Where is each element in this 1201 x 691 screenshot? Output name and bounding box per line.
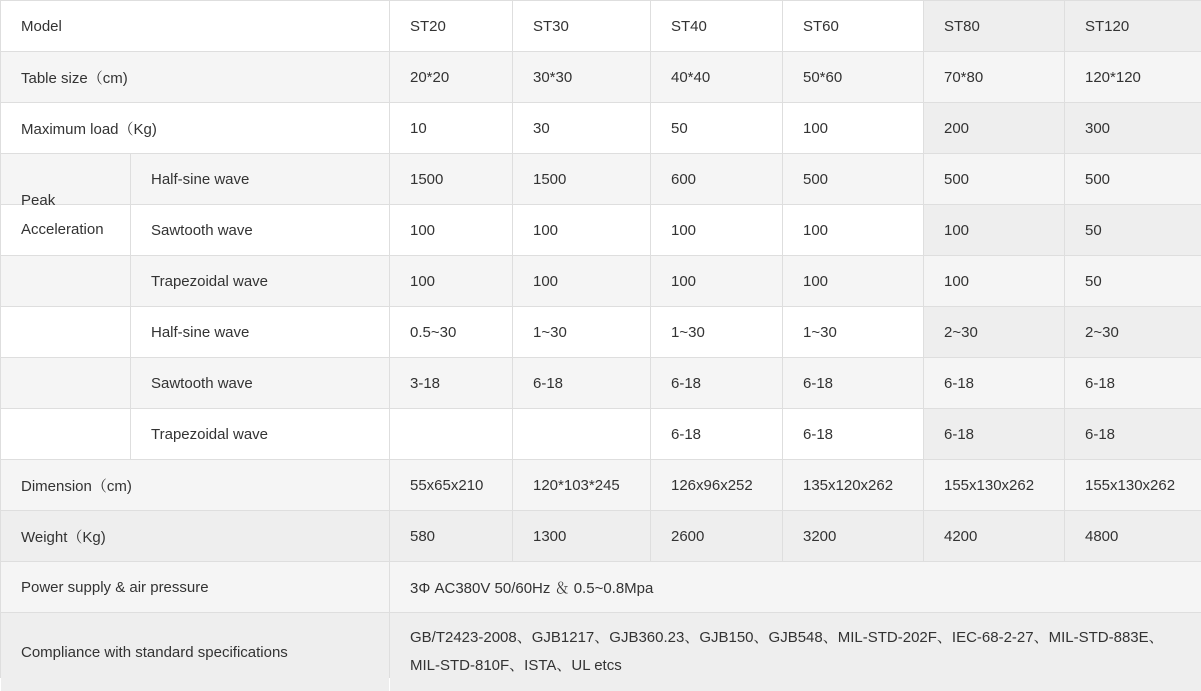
peak-cell: 100 xyxy=(924,256,1064,306)
duration-cell: 6-18 xyxy=(924,409,1064,459)
duration-label-bg xyxy=(1,409,130,459)
table-size-cell: 70*80 xyxy=(924,52,1064,102)
peak-cell: 100 xyxy=(783,205,923,255)
dimension-cell: 126x96x252 xyxy=(651,460,782,510)
peak-label-line: Acceleration xyxy=(21,221,104,238)
weight-cell: 4800 xyxy=(1065,511,1201,561)
dimension-cell: 120*103*245 xyxy=(513,460,650,510)
peak-cell: 500 xyxy=(783,154,923,204)
duration-cell: 6-18 xyxy=(1065,358,1201,408)
weight-cell: 2600 xyxy=(651,511,782,561)
duration-cell: 6-18 xyxy=(783,409,923,459)
max-load-cell: 30 xyxy=(513,103,650,153)
weight-cell: 3200 xyxy=(783,511,923,561)
duration-label-bg xyxy=(1,307,130,357)
duration-cell xyxy=(390,409,512,459)
peak-label-line: Peak xyxy=(21,192,56,209)
table-size-cell: 30*30 xyxy=(513,52,650,102)
dimension-label: Dimension（cm) xyxy=(1,460,389,510)
peak-cell: 50 xyxy=(1065,256,1201,306)
model-st120: ST120 xyxy=(1065,1,1201,51)
model-st40: ST40 xyxy=(651,1,782,51)
duration-cell: 1~30 xyxy=(513,307,650,357)
model-header: Model xyxy=(1,1,389,51)
duration-cell: 3-18 xyxy=(390,358,512,408)
weight-cell: 580 xyxy=(390,511,512,561)
table-size-label: Table size（cm) xyxy=(1,52,389,102)
peak-label-bg xyxy=(1,256,130,306)
peak-cell: 1500 xyxy=(390,154,512,204)
max-load-cell: 10 xyxy=(390,103,512,153)
model-st30: ST30 xyxy=(513,1,650,51)
max-load-label: Maximum load（Kg) xyxy=(1,103,389,153)
duration-cell: 6-18 xyxy=(651,358,782,408)
compliance-label: Compliance with standard specifications xyxy=(1,613,389,691)
peak-cell: 50 xyxy=(1065,205,1201,255)
wave-label: Sawtooth wave xyxy=(131,205,389,255)
power-supply-value: 3Φ AC380V 50/60Hz ＆ 0.5~0.8Mpa xyxy=(390,562,1201,612)
peak-cell: 100 xyxy=(513,256,650,306)
model-st20: ST20 xyxy=(390,1,512,51)
duration-cell: 1~30 xyxy=(651,307,782,357)
weight-cell: 1300 xyxy=(513,511,650,561)
wave-label: Half-sine wave xyxy=(131,307,389,357)
peak-cell: 500 xyxy=(924,154,1064,204)
max-load-cell: 100 xyxy=(783,103,923,153)
power-supply-label: Power supply & air pressure xyxy=(1,562,389,612)
wave-label: Sawtooth wave xyxy=(131,358,389,408)
duration-cell: 1~30 xyxy=(783,307,923,357)
peak-cell: 100 xyxy=(651,205,782,255)
model-st60: ST60 xyxy=(783,1,923,51)
wave-label: Trapezoidal wave xyxy=(131,256,389,306)
peak-acceleration-label xyxy=(21,186,104,244)
peak-cell: 100 xyxy=(390,205,512,255)
weight-label: Weight（Kg) xyxy=(1,511,389,561)
max-load-cell: 200 xyxy=(924,103,1064,153)
wave-label: Half-sine wave xyxy=(131,154,389,204)
table-size-cell: 40*40 xyxy=(651,52,782,102)
duration-cell: 6-18 xyxy=(651,409,782,459)
model-st80: ST80 xyxy=(924,1,1064,51)
duration-cell xyxy=(513,409,650,459)
peak-cell: 100 xyxy=(651,256,782,306)
peak-cell: 100 xyxy=(783,256,923,306)
dimension-cell: 155x130x262 xyxy=(1065,460,1201,510)
table-size-cell: 20*20 xyxy=(390,52,512,102)
peak-cell: 1500 xyxy=(513,154,650,204)
dimension-cell: 55x65x210 xyxy=(390,460,512,510)
duration-label-bg xyxy=(1,358,130,408)
dimension-cell: 155x130x262 xyxy=(924,460,1064,510)
max-load-cell: 300 xyxy=(1065,103,1201,153)
peak-cell: 100 xyxy=(924,205,1064,255)
peak-cell: 100 xyxy=(390,256,512,306)
compliance-value: GB/T2423-2008、GJB1217、GJB360.23、GJB150、GJB548、MIL-STD-202F、IEC-68-2-27、MIL-STD-883E、MIL-STD-810F、ISTA、UL etcs xyxy=(390,613,1201,691)
duration-cell: 6-18 xyxy=(924,358,1064,408)
max-load-cell: 50 xyxy=(651,103,782,153)
table-size-cell: 50*60 xyxy=(783,52,923,102)
duration-cell: 2~30 xyxy=(1065,307,1201,357)
wave-label: Trapezoidal wave xyxy=(131,409,389,459)
dimension-cell: 135x120x262 xyxy=(783,460,923,510)
table-size-cell: 120*120 xyxy=(1065,52,1201,102)
weight-cell: 4200 xyxy=(924,511,1064,561)
duration-cell: 0.5~30 xyxy=(390,307,512,357)
peak-cell: 500 xyxy=(1065,154,1201,204)
peak-cell: 100 xyxy=(513,205,650,255)
duration-cell: 6-18 xyxy=(513,358,650,408)
peak-cell: 600 xyxy=(651,154,782,204)
duration-cell: 6-18 xyxy=(1065,409,1201,459)
duration-cell: 6-18 xyxy=(783,358,923,408)
duration-cell: 2~30 xyxy=(924,307,1064,357)
